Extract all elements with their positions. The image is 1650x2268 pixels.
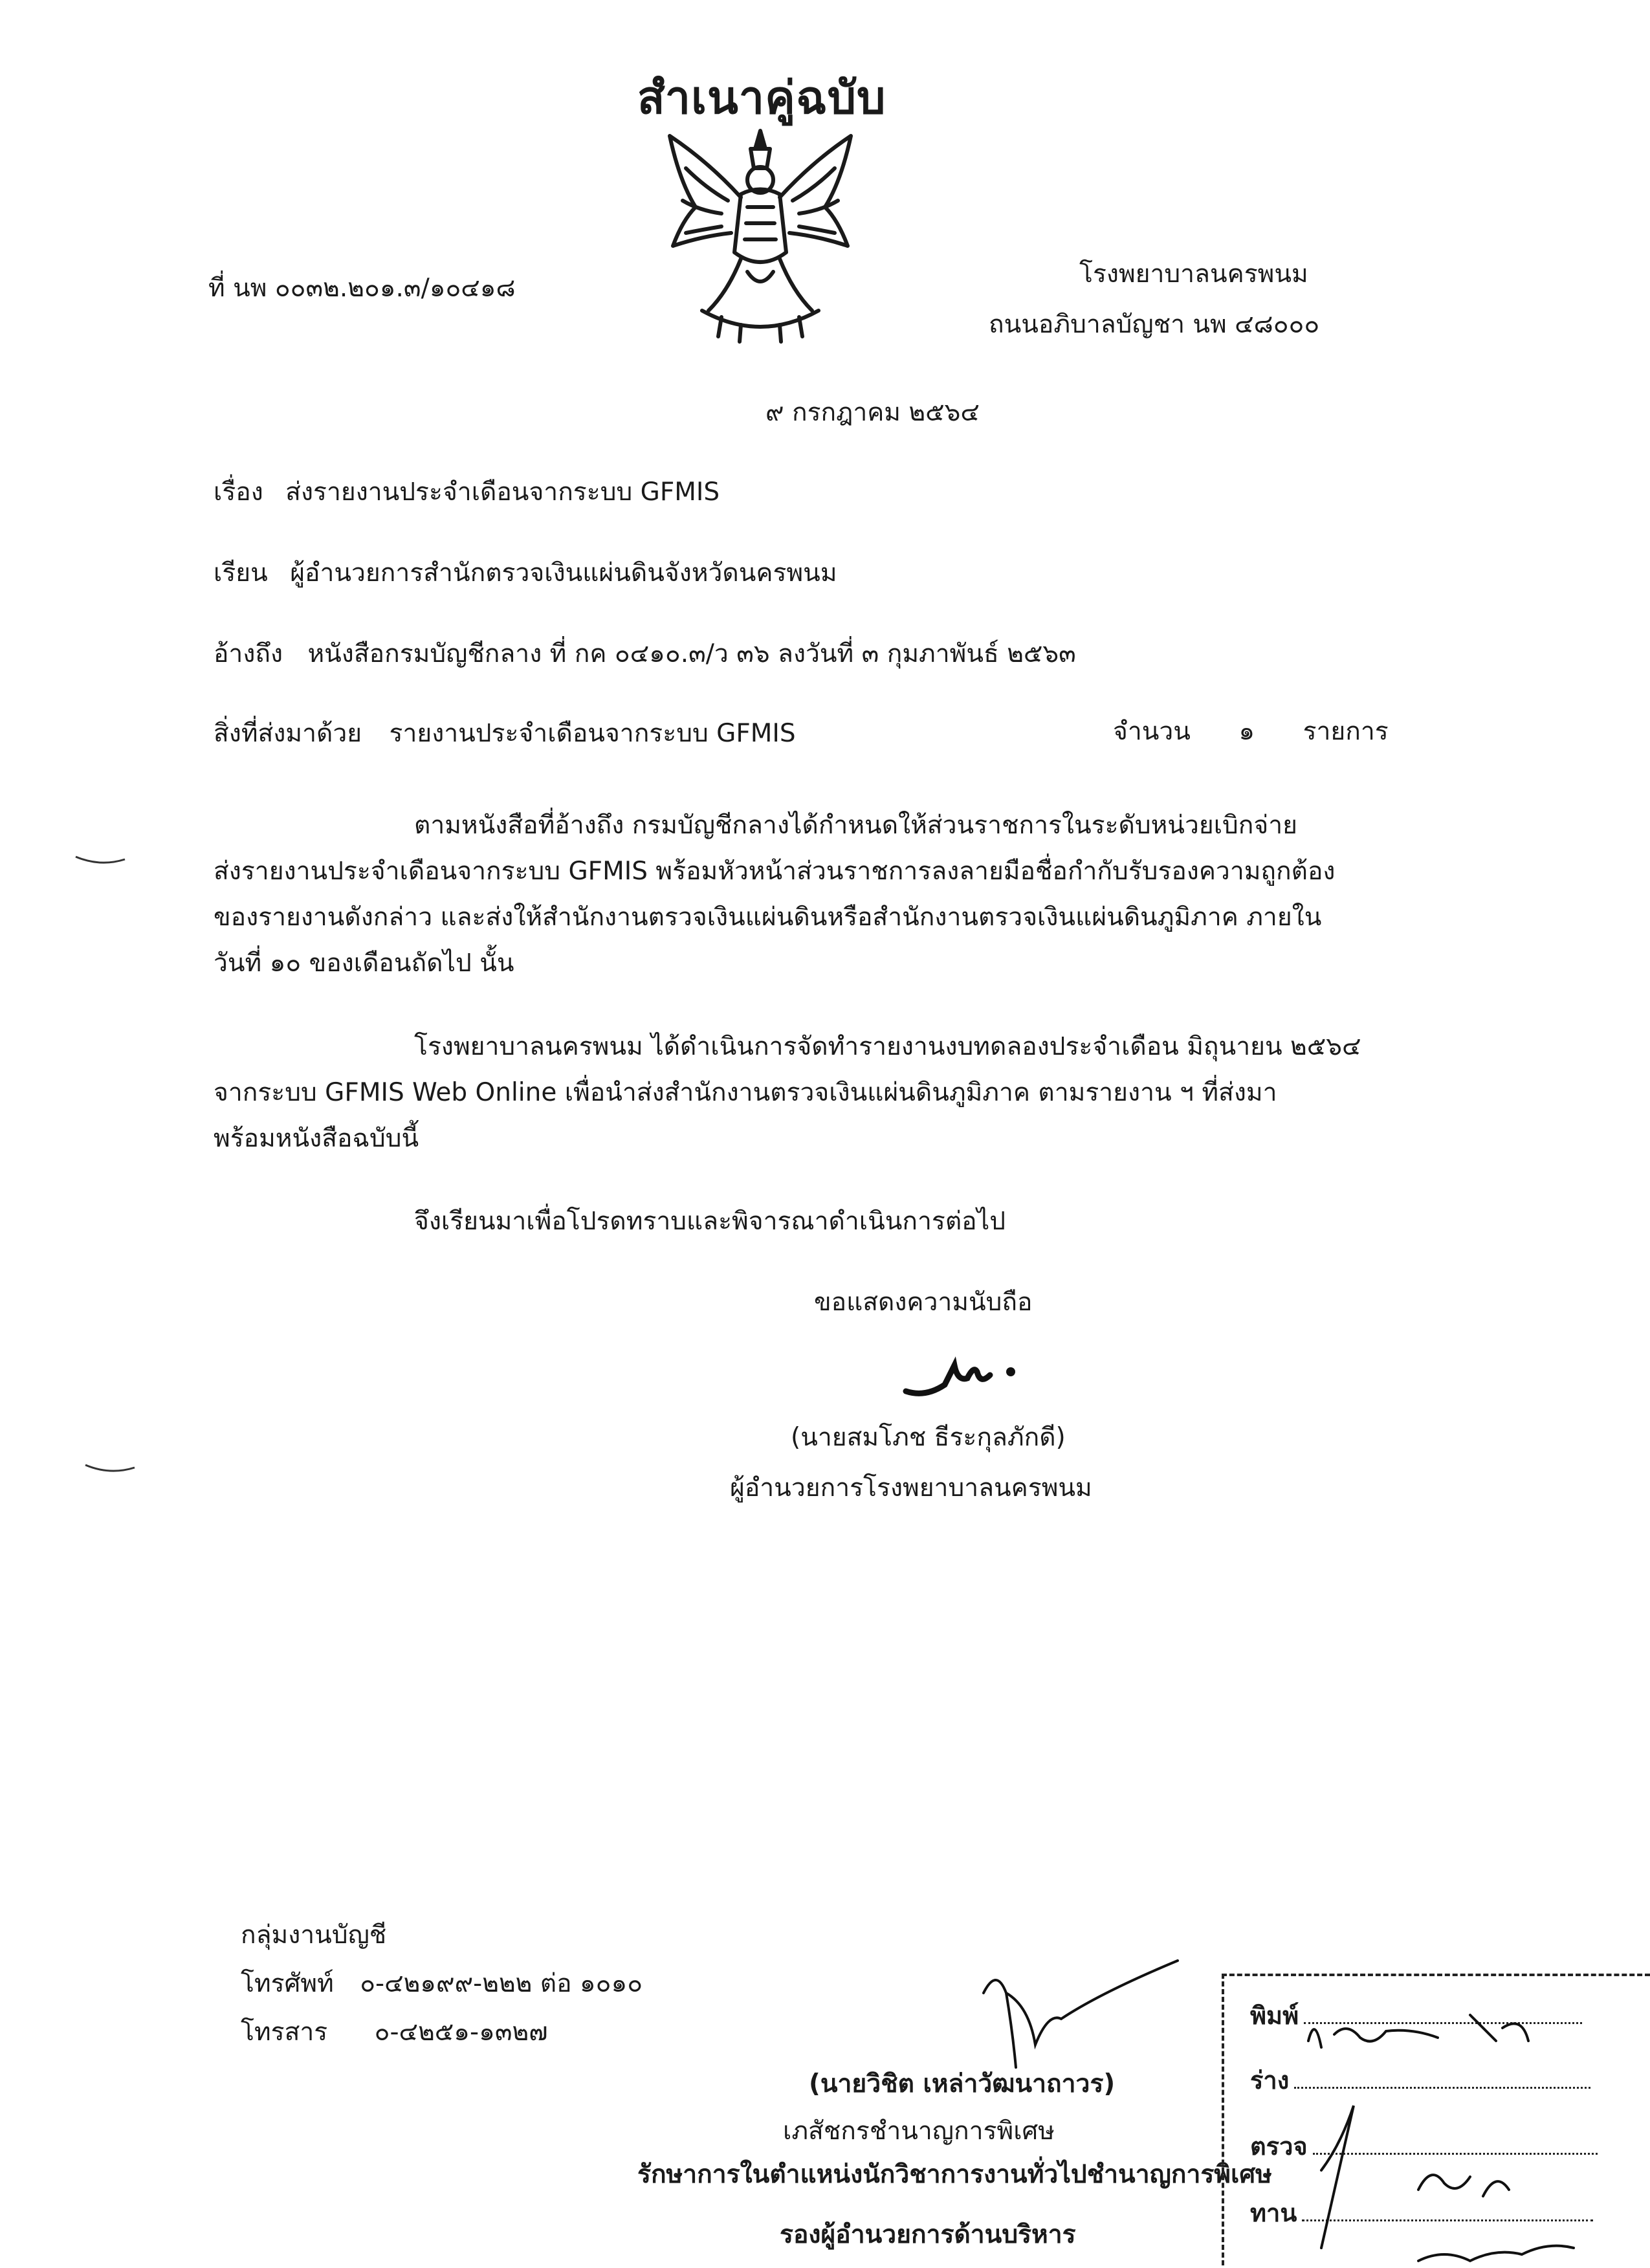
routing-label-print: พิมพ์ (1250, 2001, 1299, 2030)
organization-address: ถนนอภิบาลบัญชา นพ ๔๘๐๐๐ (989, 310, 1320, 339)
enclosure-line (214, 717, 796, 751)
reference-text: หนังสือกรมบัญชีกลาง ที่ กค ๐๔๑๐.๓/ว ๓๖ ลงวันที่ ๓ กุมภาพันธ์ ๒๕๖๓ (307, 639, 1076, 668)
document-date: ๙ กรกฎาคม ๒๕๖๔ (765, 398, 980, 427)
routing-label-proofread: ทาน (1250, 2199, 1297, 2227)
routing-stamp-box (1222, 1974, 1650, 2265)
signatory-name: (นายสมโภช ธีระกุลภักดี) (791, 1423, 1066, 1452)
reference-line (214, 637, 1076, 671)
paragraph-2-line-2: จากระบบ GFMIS Web Online เพื่อนำส่งสำนักงานตรวจเงินแผ่นดินภูมิภาค ตามรายงาน ฯ ที่ส่งมา (214, 1078, 1277, 1107)
quantity-label: จำนวน (1113, 717, 1191, 746)
certifier-signature-icon (971, 1954, 1191, 2080)
copy-stamp: สำเนาคู่ฉบับ (637, 71, 886, 124)
paragraph-2-line-1: โรงพยาบาลนครพนม ได้ดำเนินการจัดทำรายงานงบทดลองประจำเดือน มิถุนายน ๒๕๖๔ (414, 1032, 1361, 1061)
subject-line (214, 476, 720, 509)
to-label: เรียน (214, 558, 268, 588)
paragraph-1-line-1: ตามหนังสือที่อ้างถึง กรมบัญชีกลางได้กำหนดให้ส่วนราชการในระดับหน่วยเบิกจ่าย (414, 811, 1298, 840)
certifier-name: (นายวิชิต เหล่าวัฒนาถาวร) (809, 2069, 1116, 2098)
phone-line (241, 1967, 643, 2001)
paragraph-1-line-2: ส่งรายงานประจำเดือนจากระบบ GFMIS พร้อมหัวหน้าส่วนราชการลงลายมือชื่อกำกับรับรองความถูกต้อง (214, 857, 1336, 886)
paragraph-2-line-3: พร้อมหนังสือฉบับนี้ (214, 1124, 419, 1153)
subject-label: เรื่อง (214, 478, 263, 507)
fax-label: โทรสาร (241, 2018, 328, 2047)
to-text: ผู้อำนวยการสำนักตรวจเงินแผ่นดินจังหวัดนครพนม (290, 558, 837, 588)
scan-mark (84, 1462, 136, 1478)
subject-text: ส่งรายงานประจำเดือนจากระบบ GFMIS (285, 478, 720, 507)
certifier-title-line-2: รักษาการในตำแหน่งนักวิชาการงานทั่วไปชำนาญการพิเศษ (637, 2160, 1272, 2189)
certifier-title-line-3: รองผู้อำนวยการด้านบริหาร (780, 2220, 1076, 2249)
phone-label: โทรศัพท์ (241, 1969, 334, 1998)
scan-mark (74, 854, 126, 870)
fax-number: ๐-๔๒๕๑-๑๓๒๗ (374, 2018, 548, 2047)
paragraph-1-line-4: วันที่ ๑๐ ของเดือนถัดไป นั้น (214, 949, 514, 978)
to-line (214, 556, 837, 590)
quantity-unit: รายการ (1303, 717, 1389, 746)
routing-handwriting-icon (1224, 1976, 1650, 2268)
closing-line: จึงเรียนมาเพื่อโปรดทราบและพิจารณาดำเนินการต่อไป (414, 1207, 1006, 1236)
certifier-title-line-1: เภสัชกรชำนาญการพิเศษ (783, 2117, 1055, 2146)
signatory-position: ผู้อำนวยการโรงพยาบาลนครพนม (730, 1473, 1092, 1503)
fax-line (241, 2016, 548, 2049)
paragraph-1-line-3: ของรายงานดังกล่าว และส่งให้สำนักงานตรวจเงินแผ่นดินหรือสำนักงานตรวจเงินแผ่นดินภูมิภาค ภายใน (214, 903, 1322, 932)
director-signature-icon (899, 1346, 1022, 1407)
routing-label-draft: ร่าง (1250, 2066, 1290, 2095)
enclosure-quantity (1113, 715, 1389, 749)
regards: ขอแสดงความนับถือ (814, 1288, 1033, 1317)
quantity-value: ๑ (1238, 717, 1255, 746)
enclosure-text: รายงานประจำเดือนจากระบบ GFMIS (389, 719, 796, 748)
department-name: กลุ่มงานบัญชี (241, 1921, 387, 1950)
reference-label: อ้างถึง (214, 639, 283, 668)
organization-name: โรงพยาบาลนครพนม (1079, 259, 1308, 289)
document-number: ที่ นพ ๐๐๓๒.๒๐๑.๓/๑๐๔๑๘ (208, 274, 516, 303)
enclosure-label: สิ่งที่ส่งมาด้วย (214, 719, 362, 748)
phone-number: ๐-๔๒๑๙๙-๒๒๒ ต่อ ๑๐๑๐ (360, 1969, 643, 1998)
routing-label-check: ตรวจ (1250, 2132, 1308, 2161)
garuda-emblem-icon (657, 123, 864, 346)
